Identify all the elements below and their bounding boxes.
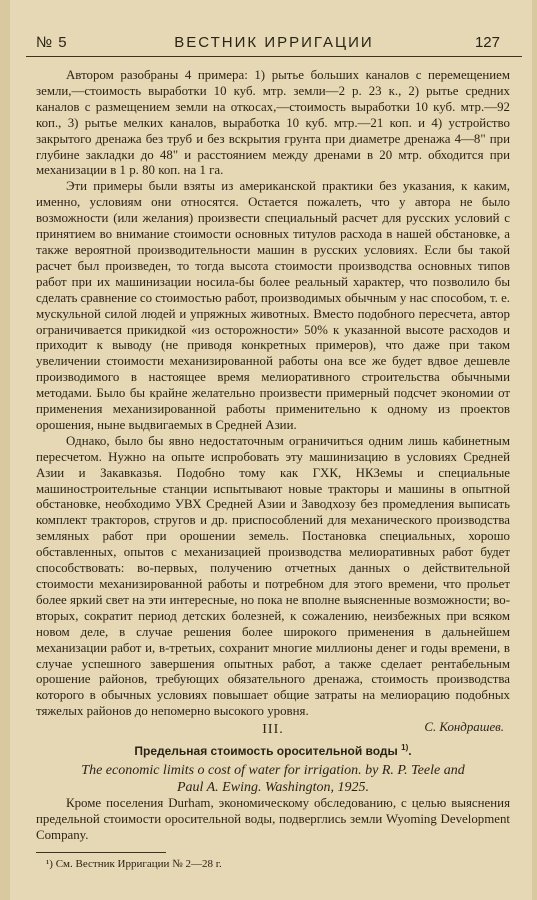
running-header — [26, 30, 522, 57]
footnote: ¹) См. Вестник Ирригации № 2—28 г. — [46, 857, 222, 870]
journal-title: ВЕСТНИК ИРРИГАЦИИ — [174, 34, 374, 51]
section-intro: Кроме поселения Durham, экономическому обследованию, с целью выяснения предельной стоимости оросительной воды, подверглись земли Wyoming Development Company. — [36, 795, 510, 842]
paragraph: Однако, было бы явно недостаточным ограничиться одним лишь кабинетным пересчетом. Нужно на опыте испробовать эту машинизацию в условиях Средней Азии и Закавказья. Подобно тому как ГХК, НКЗемы и специальные машиностроительные станции испытывают новые тракторы и машины в опытной обстановке, необходимо УВХ Средней Азии и Заводхозу без промедления выписать комплект тракторов, стругов и др. приспособлений для механического производства земляных работ при орошении земель. Постановка специальных, хорошо обставленных, опытов с механизацией производства мелиоративных работ будет способствовать: во-первых, получению отчетных данных о действительной стоимости механизированной работы и потребном для этого времени, что прольет более яркий свет на эти интересные, но пока не вполне выясненные возможности; во-вторых, сократит период детских болезней, к сожалению, неизбежных при всяком новом деле, в случае решения более широкого применения в дальнейшем механизации работ и, в-третьих, сохранит многие миллионы денег и годы времени, в случае успешного завершения опытных работ, а также сделает рентабельным орошение районов, требующих обязательного дренажа, стоимость производства которого в обычных условиях повышает общие затраты на мелиорацию подобных тяжелых районов до непомерно высокого уровня. — [36, 433, 510, 719]
footnote-mark: 1) — [401, 742, 409, 752]
english-title-line: The economic limits o cost of water for irrigation. by R. P. Teele and — [81, 762, 465, 778]
section-title-text: Предельная стоимость оросительной воды — [134, 743, 398, 758]
issue-number: № 5 — [36, 34, 68, 51]
article-body — [36, 68, 510, 873]
section-title: Предельная стоимость оросительной воды $^{1)}$. — [134, 742, 412, 758]
english-title — [36, 762, 510, 796]
footnote-divider — [36, 852, 166, 853]
paragraph: Автором разобраны 4 примера: 1) рытье больших каналов с перемещением земли,—стоимость выработки 10 куб. мтр. земли—2 р. 23 к., 2) рытье средних каналов с размещением земли на откосах,—стоимость выработки 10 куб. мтр.—92 коп., 3) рытье мелких каналов, выработка 10 куб. мтр.—21 коп. и 4) устройство закрытого дренажа без труб и без вскрытия грунта при диаметре дренажа 4—8" при глубине закладки до 48" и расстоянием между дренами в 20 мтр. обходится при механизации в 1 р. 80 коп. на 1 га. — [36, 68, 510, 178]
page-number: 127 — [474, 34, 500, 51]
paragraph: Эти примеры были взяты из американской практики без указания, к каким, именно, условиям они относятся. Остается пожалеть, что у автора не было возможности (или желания) произвести специальный расчет для русских условий с принятием во внимание стоимости основных титулов расхода в нашей обстановке, а также вероятной производительности машин в русских условиях. Если бы такой расчет был произведен, то тогда высота стоимости производства основных типов работ при их машинизации носила-бы более реальный характер, что позволило бы сделать сравнение со стоимостью работ, производимых обычным у нас способом, т. е. мускульной силой людей и упряжных животных. Вместо подобного пересчета, автор ограничивается прикидкой «из осторожности» 50% к указанной высоте расходов и приходит к выводу (не приводя конкретных примеров), что даже при таком увеличении стоимости механизированной работы она все же будет вдвое дешевле производимого в настоящее время мелиоративного строительства обычными методами. Было бы крайне желательно произвести примерный подсчет экономии от применения механизированной работы применительно к одному из проектов орошения, ныне выдвигаемых в Средней Азии. — [36, 179, 511, 432]
author-signature: С. Кондрашев. — [424, 720, 504, 735]
section-numeral: III. — [262, 722, 284, 738]
english-title-line: Paul A. Ewing. Washington, 1925. — [176, 779, 370, 795]
page — [10, 0, 532, 900]
